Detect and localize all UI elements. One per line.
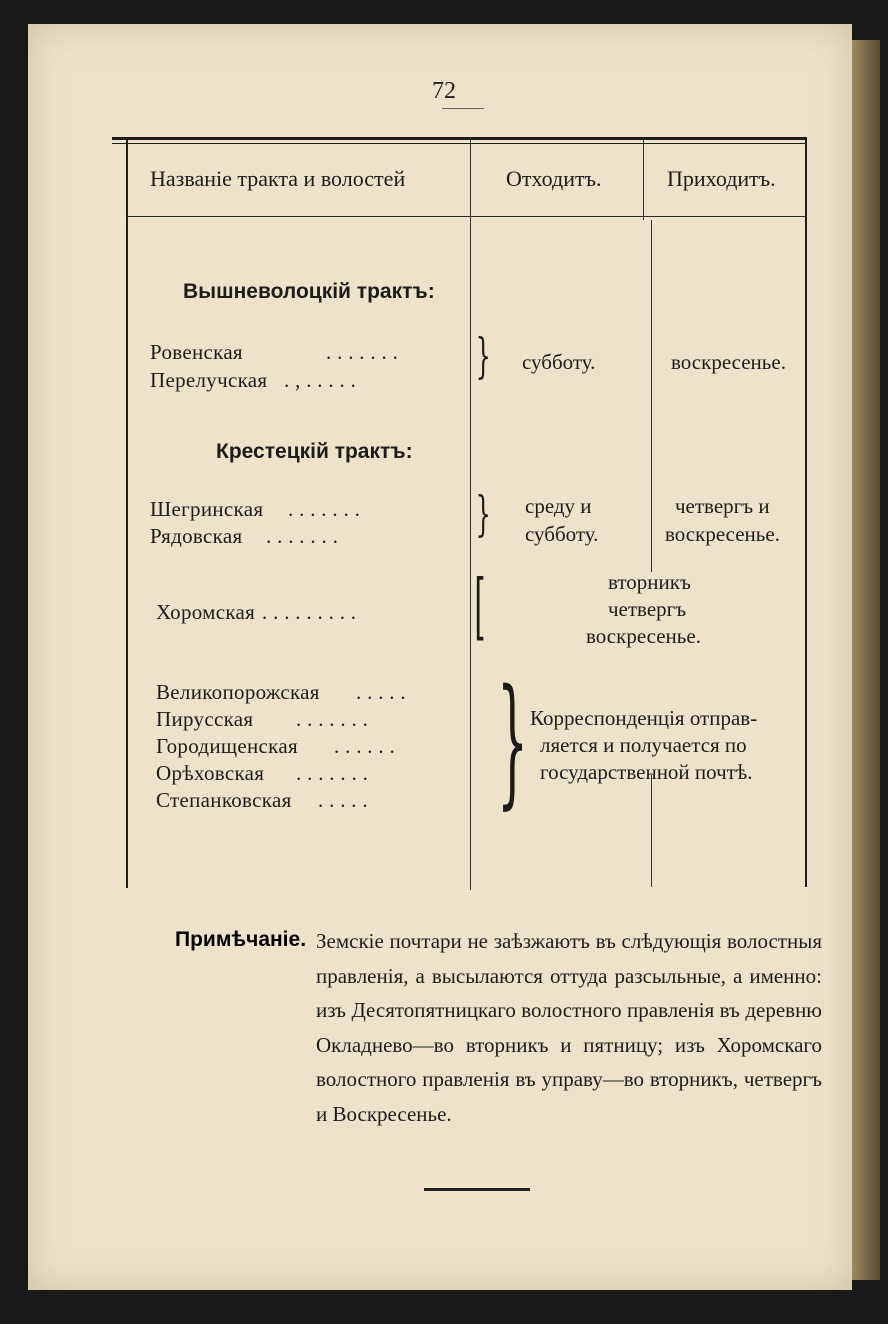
column-divider-2 (651, 775, 652, 887)
leader-dots: . . . . . . . (266, 524, 339, 548)
table-row-name: Шегринская (150, 497, 264, 521)
page-number: 72 (432, 78, 456, 104)
section-title: Вышневолоцкій трактъ: (183, 280, 435, 303)
table-row-name: Хоромская (156, 600, 256, 624)
group-note: Корреспонденція отправ- (530, 706, 758, 730)
end-rule (424, 1188, 530, 1191)
page-edge (852, 40, 880, 1280)
table-row-name: Пирусская (156, 707, 254, 731)
page-number-ornament (442, 108, 484, 109)
leader-dots: . . . . . . . (288, 497, 361, 521)
leader-dots: . . . . . . . (326, 340, 399, 364)
depart-day: субботу. (522, 350, 596, 374)
depart-day: среду и (525, 494, 592, 518)
day: вторникъ (608, 570, 691, 594)
table-top-border-inner (112, 143, 807, 144)
group-note: ляется и получается по (540, 733, 747, 757)
table-row-name: Рядовская (150, 524, 243, 548)
leader-dots: . . . . . (356, 680, 406, 704)
arrive-day: воскресенье. (671, 350, 786, 374)
brace-icon: } (475, 328, 491, 384)
brace-icon: } (475, 486, 491, 542)
note-text: Земскіе почтари не заѣзжаютъ въ слѣдующія волостныя правленія, а высылаются оттуда разсыльные, а именно: изъ Десятопятницкаго волостного правленія въ деревню Окладнево—во вторникъ и пятницу; изъ Хоромскаго волостного правленія въ управу—во вторникъ, четвергъ и Воскресенье. (316, 929, 822, 1126)
brace-icon: } (496, 660, 529, 823)
table-row-name: Великопорожская (156, 680, 320, 704)
day: четвергъ (608, 597, 687, 621)
header-departs: Отходитъ. (506, 166, 602, 191)
leader-dots: . , . . . . . (284, 368, 357, 392)
table-right-border (805, 137, 807, 887)
group-note: государственной почтѣ. (540, 760, 753, 784)
column-divider-2 (651, 220, 652, 572)
section-title: Крестецкій трактъ: (216, 440, 413, 463)
bracket-icon: [ (474, 564, 486, 648)
header-route: Названіе тракта и волостей (150, 166, 406, 191)
table-left-border (126, 140, 128, 888)
leader-dots: . . . . . . . (296, 761, 369, 785)
header-arrives: Приходитъ. (667, 166, 776, 191)
table-top-border (112, 137, 807, 140)
leader-dots: . . . . . . . . . (262, 600, 357, 624)
table-row-name: Перелучская (150, 368, 268, 392)
column-divider-2 (643, 140, 644, 220)
arrive-day: четвергъ и (675, 494, 770, 518)
table-row-name: Степанковская (156, 788, 292, 812)
column-divider-1 (470, 140, 471, 890)
table-header-rule (126, 216, 805, 217)
note-title: Примѣчаніе. (175, 928, 307, 951)
day: воскресенье. (586, 624, 701, 648)
leader-dots: . . . . . . . (296, 707, 369, 731)
table-row-name: Городищенская (156, 734, 298, 758)
depart-day: субботу. (525, 522, 599, 546)
arrive-day: воскресенье. (665, 522, 780, 546)
table-row-name: Орѣховская (156, 761, 265, 785)
leader-dots: . . . . . (318, 788, 368, 812)
leader-dots: . . . . . . (334, 734, 396, 758)
table-row-name: Ровенская (150, 340, 243, 364)
